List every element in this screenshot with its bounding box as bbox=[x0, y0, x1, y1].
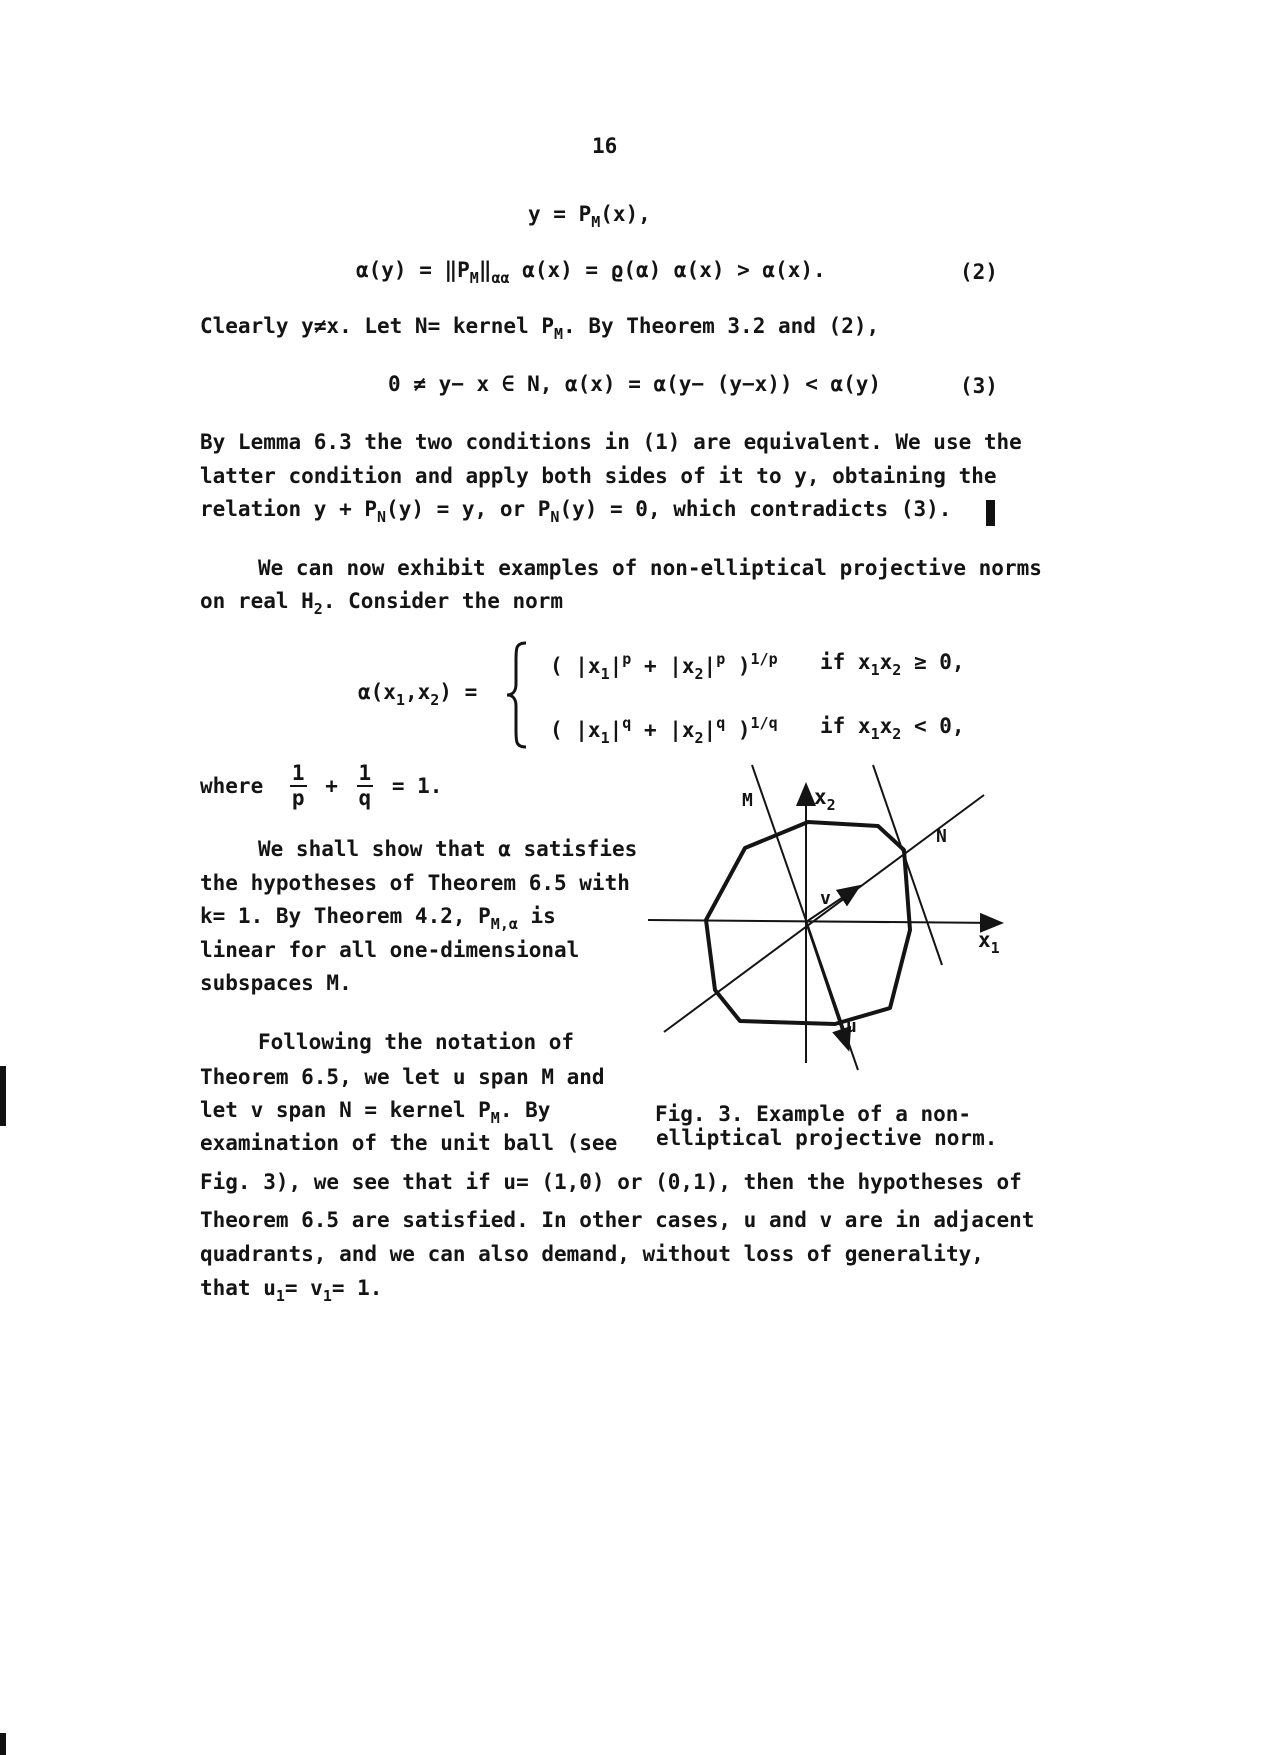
para1-line3-a: relation y + P bbox=[200, 497, 378, 521]
norm-lhs-c: ) = bbox=[439, 680, 478, 704]
figure-caption-line2: elliptical projective norm. bbox=[656, 1126, 998, 1150]
figure-label-N: N bbox=[936, 826, 947, 847]
para2-line2-a: on real H bbox=[200, 589, 314, 613]
para3-line3-a: k= 1. By Theorem 4.2, P bbox=[200, 904, 491, 928]
para4-line3-b: . By bbox=[499, 1098, 551, 1122]
clearly-part-a: Clearly y≠x. Let N= kernel P bbox=[200, 314, 555, 338]
eq-y-text: y = P bbox=[528, 202, 592, 226]
norm-lhs-b: ,x bbox=[404, 680, 431, 704]
equation-3: 0 ≠ y− x ∈ N, α(x) = α(y− (y−x)) < α(y) bbox=[388, 372, 882, 396]
case2-e: ) bbox=[725, 718, 751, 742]
figure-label-x1 bbox=[978, 928, 1000, 957]
para2-line2-sub: 2 bbox=[313, 600, 323, 618]
case2-cond-sub1: 1 bbox=[870, 725, 880, 743]
para3-line3-sub: M,α bbox=[490, 915, 518, 933]
para4-line7: quadrants, and we can also demand, without loss of generality, bbox=[200, 1242, 984, 1266]
case1-cond-b: x bbox=[879, 650, 893, 674]
figure-label-x2-x: x bbox=[814, 785, 827, 809]
case1-cond-sub2: 2 bbox=[892, 661, 902, 679]
para3-line2: the hypotheses of Theorem 6.5 with bbox=[200, 871, 630, 895]
case2-sup1: q bbox=[622, 714, 632, 732]
case2-cond-sub2: 2 bbox=[892, 725, 902, 743]
figure-label-u: u bbox=[846, 1016, 857, 1037]
eq-y-sub: M bbox=[591, 213, 601, 231]
para4-line8-sub2: 1 bbox=[322, 1287, 332, 1305]
frac1-num: 1 bbox=[290, 762, 307, 787]
u-arrow bbox=[806, 922, 848, 1048]
frac2-den: q bbox=[358, 786, 372, 811]
para1-line3-c: (y) = 0, which contradicts (3). bbox=[559, 497, 952, 521]
case1-cond-c: ≥ 0, bbox=[901, 650, 965, 674]
case1-sup1: p bbox=[622, 650, 632, 668]
case2-sup2: q bbox=[716, 714, 726, 732]
figure-label-M: M bbox=[742, 790, 753, 811]
case1-d: | bbox=[703, 654, 717, 678]
eq2-sub2: αα bbox=[491, 269, 510, 287]
para4-line8-b: = v bbox=[284, 1276, 323, 1300]
para2-line2-b: . Consider the norm bbox=[322, 589, 564, 613]
para1-line1: By Lemma 6.3 the two conditions in (1) are equivalent. We use the bbox=[200, 430, 1022, 454]
case1-sub1: 1 bbox=[600, 665, 610, 683]
para1-line3-b: (y) = y, or P bbox=[386, 497, 551, 521]
case1-a: ( |x bbox=[550, 654, 601, 678]
where-plus: + bbox=[325, 774, 338, 799]
scan-edge-mark-top bbox=[0, 1066, 6, 1126]
para3-line5: subspaces M. bbox=[200, 971, 352, 995]
clearly-sub: M bbox=[554, 325, 564, 343]
figure-label-x2-sub: 2 bbox=[826, 796, 836, 814]
eq2-part-b: ‖ bbox=[478, 258, 492, 282]
case2-cond-b: x bbox=[879, 714, 893, 738]
norm-lhs-sub1: 1 bbox=[395, 691, 405, 709]
eq2-sub1: M bbox=[469, 269, 479, 287]
para1-line3-sub2: N bbox=[550, 508, 560, 526]
x1-axis bbox=[648, 920, 1000, 923]
figure-label-v: v bbox=[820, 888, 831, 909]
case1-e: ) bbox=[725, 654, 751, 678]
para3-line3-b: is bbox=[517, 904, 556, 928]
eq-y-tail: (x), bbox=[600, 202, 651, 226]
para3-line4: linear for all one-dimensional bbox=[200, 938, 580, 962]
case1-b: | bbox=[609, 654, 623, 678]
case1-cond-sub1: 1 bbox=[870, 661, 880, 679]
figure-caption-line1: Fig. 3. Example of a non- bbox=[655, 1102, 972, 1126]
para1-line3-sub1: N bbox=[377, 508, 387, 526]
figure-label-x1-sub: 1 bbox=[990, 939, 1000, 957]
frac1-den: p bbox=[291, 786, 305, 811]
eq2-part-a: α(y) = ‖P bbox=[356, 258, 470, 282]
case2-d: | bbox=[703, 718, 717, 742]
unit-ball-curve bbox=[706, 822, 910, 1024]
para4-line3-sub: M bbox=[490, 1109, 500, 1127]
case2-sub1: 1 bbox=[600, 729, 610, 747]
figure-label-x1-x: x bbox=[978, 928, 991, 952]
para2-line1: We can now exhibit examples of non-elliptical projective norms bbox=[258, 556, 1042, 580]
equation-3-number: (3) bbox=[960, 374, 998, 398]
case2-c: + |x bbox=[631, 718, 695, 742]
frac2-num: 1 bbox=[357, 762, 374, 787]
where-label: where bbox=[200, 774, 264, 799]
equation-2-number: (2) bbox=[960, 260, 998, 284]
case2-cond-c: < 0, bbox=[901, 714, 965, 738]
case2-sub2: 2 bbox=[694, 729, 704, 747]
norm-lhs-sub2: 2 bbox=[430, 691, 440, 709]
case2-b: | bbox=[609, 718, 623, 742]
para4-line2: Theorem 6.5, we let u span M and bbox=[200, 1065, 605, 1089]
case1-cond-a: if x bbox=[820, 650, 871, 674]
para4-line8-a: that u bbox=[200, 1276, 276, 1300]
case2-cond-a: if x bbox=[820, 714, 871, 738]
case1-sup2: p bbox=[716, 650, 726, 668]
para4-line8-sub1: 1 bbox=[275, 1287, 285, 1305]
clearly-part-b: . By Theorem 3.2 and (2), bbox=[563, 314, 880, 338]
scan-edge-mark-bottom bbox=[0, 1733, 6, 1755]
where-tail: = 1. bbox=[391, 774, 443, 799]
case2-a: ( |x bbox=[550, 718, 601, 742]
case1-sup3: 1/p bbox=[750, 650, 778, 668]
para4-line6: Theorem 6.5 are satisfied. In other cases, u and v are in adjacent bbox=[200, 1208, 1035, 1232]
para4-line5: Fig. 3), we see that if u= (1,0) or (0,1), then the hypotheses of bbox=[200, 1170, 1022, 1194]
para4-line3-a: let v span N = kernel P bbox=[200, 1098, 491, 1122]
norm-lhs-a: α(x bbox=[358, 680, 396, 704]
case1-sub2: 2 bbox=[694, 665, 704, 683]
para4-line8-c: = 1. bbox=[331, 1276, 383, 1300]
para4-line1: Following the notation of bbox=[258, 1030, 575, 1054]
eq2-part-c: α(x) = ϱ(α) α(x) > α(x). bbox=[509, 258, 826, 282]
para1-line2: latter condition and apply both sides of it to y, obtaining the bbox=[200, 464, 997, 488]
para4-line4: examination of the unit ball (see bbox=[200, 1131, 618, 1155]
v-arrow bbox=[806, 887, 858, 922]
para3-line1: We shall show that α satisfies bbox=[258, 837, 638, 861]
figure-label-x2 bbox=[814, 785, 836, 814]
case1-c: + |x bbox=[631, 654, 695, 678]
page-number: 16 bbox=[592, 134, 618, 158]
case2-sup3: 1/q bbox=[750, 714, 778, 732]
